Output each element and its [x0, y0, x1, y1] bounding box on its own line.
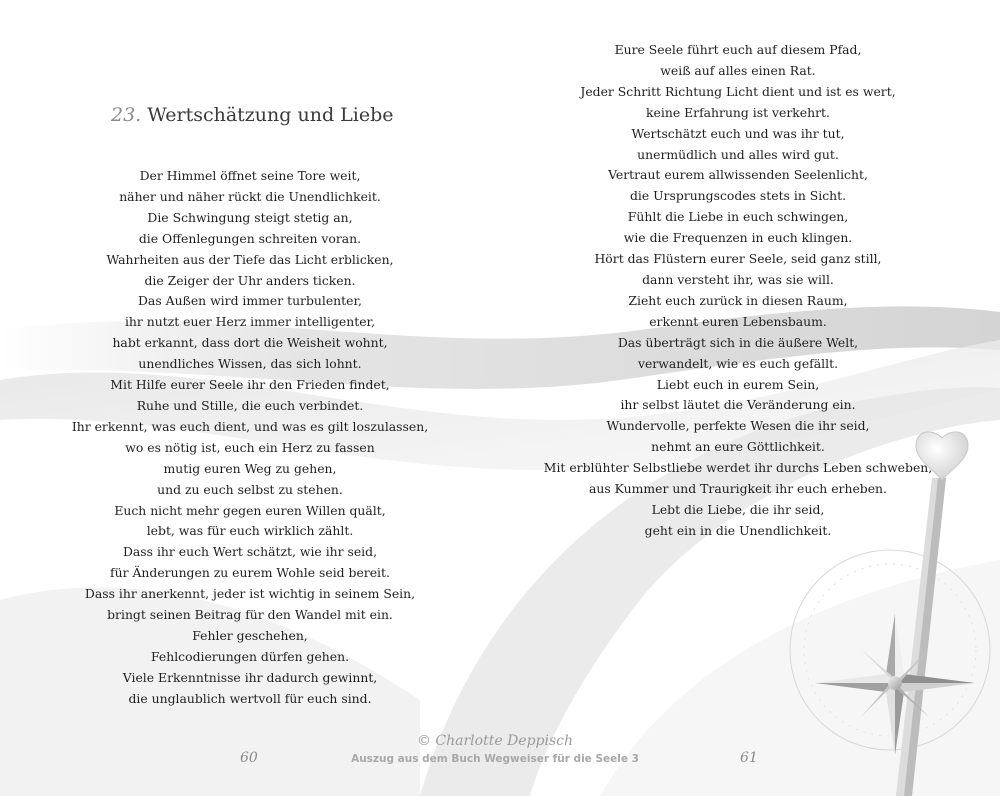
copyright-notice: © Charlotte Deppisch	[416, 733, 574, 749]
poem-line: bringt seinen Beitrag für den Wandel mit ein.	[107, 607, 393, 623]
poem-line: wo es nötig ist, euch ein Herz zu fassen	[125, 439, 375, 455]
poem-line: Das Außen wird immer turbulenter,	[138, 293, 362, 309]
poem-line: weiß auf alles einen Rat.	[660, 62, 816, 78]
poem-line: unermüdlich und alles wird gut.	[637, 146, 839, 162]
poem-line: keine Erfahrung ist verkehrt.	[646, 104, 830, 120]
poem-line: Dass ihr anerkennt, jeder ist wichtig in seinem Sein,	[84, 586, 416, 602]
poem-line: Fehler geschehen,	[192, 627, 308, 643]
page-number-right: 61	[740, 750, 758, 766]
poem-line: lebt, was für euch wirklich zählt.	[146, 523, 354, 539]
poem-left-page	[40, 166, 460, 710]
poem-line: ihr nutzt euer Herz immer intelligenter,	[124, 314, 376, 330]
poem-line: Mit Hilfe eurer Seele ihr den Frieden findet,	[110, 377, 390, 393]
poem-line: unendliches Wissen, das sich lohnt.	[138, 356, 362, 372]
poem-line: Wertschätzt euch und was ihr tut,	[631, 125, 845, 141]
poem-line: habt erkannt, dass dort die Weisheit wohnt,	[112, 335, 388, 351]
poem-line: Euch nicht mehr gegen euren Willen quält,	[114, 502, 386, 518]
poem-line: Jeder Schritt Richtung Licht dient und ist es wert,	[580, 83, 896, 99]
page-number-left: 60	[240, 750, 258, 766]
chapter-title	[111, 104, 394, 126]
poem-line: die Zeiger der Uhr anders ticken.	[144, 272, 356, 288]
poem-line: Eure Seele führt euch auf diesem Pfad,	[614, 42, 862, 57]
poem-line: Fehlcodierungen dürfen gehen.	[150, 648, 350, 664]
poem-line: Ruhe und Stille, die euch verbindet.	[136, 397, 364, 413]
poem-line: die Offenlegungen schreiten voran.	[138, 230, 362, 246]
poem-line: erkennt euren Lebensbaum.	[649, 313, 827, 329]
poem-line: ihr selbst läutet die Veränderung ein.	[620, 397, 856, 413]
poem-right-page	[528, 40, 948, 542]
poem-line: mutig euren Weg zu gehen,	[163, 460, 337, 476]
poem-line: Mit erblühter Selbstliebe werdet ihr durchs Leben schweben,	[543, 460, 933, 476]
poem-line: Lebt die Liebe, die ihr seid,	[651, 501, 825, 517]
poem-line: Die Schwingung steigt stetig an,	[147, 209, 353, 225]
poem-line: wie die Frequenzen in euch klingen.	[623, 230, 853, 246]
poem-line: Wahrheiten aus der Tiefe das Licht erblicken,	[106, 251, 394, 267]
poem-line: Ihr erkennt, was euch dient, und was es gilt loszulassen,	[71, 418, 429, 434]
poem-line: aus Kummer und Traurigkeit ihr euch erheben.	[589, 481, 887, 497]
book-excerpt-note: Auszug aus dem Buch Wegweiser für die Seele 3	[351, 753, 639, 765]
chapter-number: 23.	[111, 104, 142, 126]
poem-line: Wundervolle, perfekte Wesen die ihr seid,	[606, 418, 870, 434]
poem-line: Hört das Flüstern eurer Seele, seid ganz still,	[594, 251, 882, 267]
chapter-title-text: Wertschätzung und Liebe	[147, 104, 394, 126]
poem-line: und zu euch selbst zu stehen.	[157, 481, 343, 497]
poem-line: Liebt euch in eurem Sein,	[656, 376, 820, 392]
poem-line: verwandelt, wie es euch gefällt.	[637, 355, 839, 371]
poem-line: für Änderungen zu eurem Wohle seid bereit.	[110, 565, 390, 581]
poem-line: geht ein in die Unendlichkeit.	[644, 522, 832, 538]
poem-line: näher und näher rückt die Unendlichkeit.	[119, 188, 381, 204]
poem-line: Vertraut eurem allwissenden Seelenlicht,	[608, 167, 868, 183]
poem-line: Zieht euch zurück in diesen Raum,	[628, 292, 848, 308]
poem-line: dann versteht ihr, was sie will.	[642, 271, 834, 287]
poem-line: Der Himmel öffnet seine Tore weit,	[139, 168, 361, 183]
poem-line: die Ursprungscodes stets in Sicht.	[629, 188, 847, 204]
poem-line: Viele Erkenntnisse ihr dadurch gewinnt,	[122, 669, 378, 685]
poem-line: nehmt an eure Göttlichkeit.	[651, 439, 825, 455]
poem-line: die unglaublich wertvoll für euch sind.	[128, 690, 372, 706]
poem-line: Das überträgt sich in die äußere Welt,	[617, 334, 859, 350]
poem-line: Fühlt die Liebe in euch schwingen,	[627, 209, 849, 225]
poem-line: Dass ihr euch Wert schätzt, wie ihr seid,	[122, 544, 378, 560]
